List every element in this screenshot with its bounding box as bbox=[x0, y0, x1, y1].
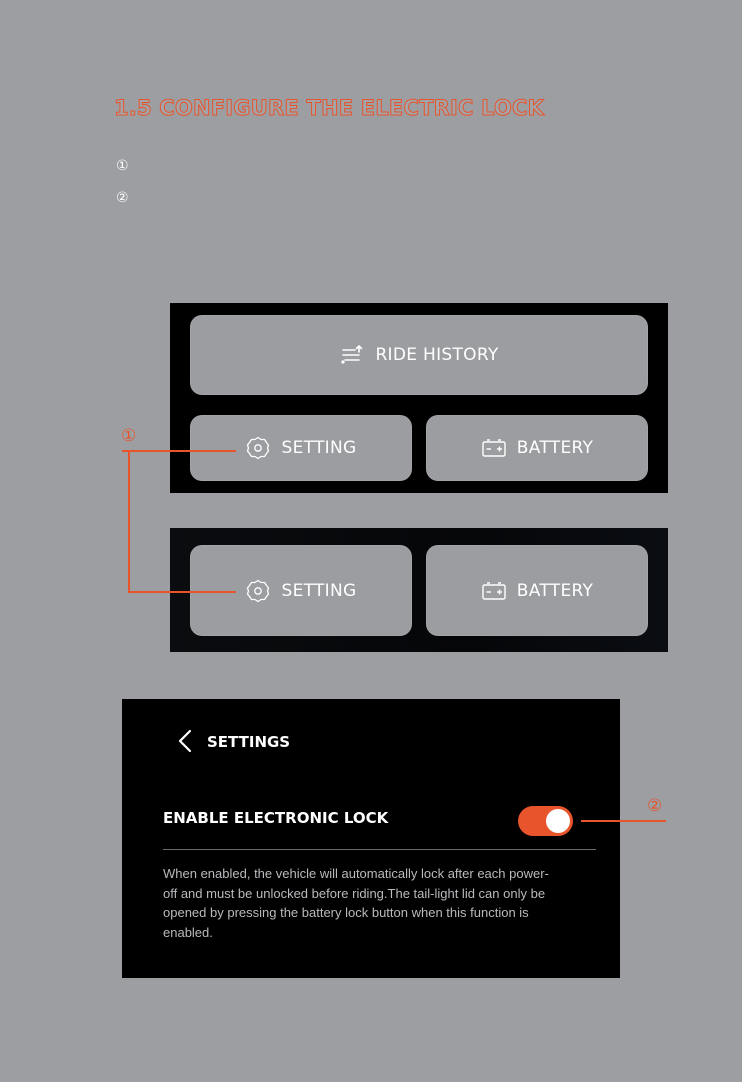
menu-panel-bottom bbox=[170, 528, 668, 652]
battery-button[interactable] bbox=[426, 545, 648, 636]
battery-label: BATTERY bbox=[516, 580, 594, 601]
settings-gear-icon bbox=[245, 435, 271, 461]
ride-history-label: RIDE HISTORY bbox=[375, 345, 499, 365]
section-heading: 1.5 CONFIGURE THE ELECTRIC LOCK bbox=[114, 96, 545, 120]
setting-label: SETTING bbox=[281, 580, 357, 601]
battery-icon bbox=[481, 578, 507, 604]
callout-line-1-bottom bbox=[128, 591, 236, 593]
back-chevron-icon[interactable] bbox=[177, 729, 193, 753]
electronic-lock-toggle[interactable] bbox=[518, 806, 573, 836]
menu-panel-top bbox=[170, 303, 668, 493]
battery-label: BATTERY bbox=[516, 438, 594, 458]
setting-button[interactable] bbox=[190, 415, 412, 481]
electronic-lock-label: ENABLE ELECTRONIC LOCK bbox=[163, 809, 389, 827]
ride-history-button[interactable] bbox=[190, 315, 648, 395]
callout-line-2 bbox=[581, 820, 666, 822]
step-marker-1: ① bbox=[116, 157, 129, 173]
electronic-lock-description: When enabled, the vehicle will automatically lock after each power-off and must be unlocked before riding.The tail-light lid can only be opened by pressing the battery lock button when this function is enabled. bbox=[163, 866, 549, 940]
route-icon bbox=[339, 342, 365, 368]
setting-label: SETTING bbox=[281, 438, 357, 458]
divider bbox=[163, 849, 596, 850]
battery-button[interactable] bbox=[426, 415, 648, 481]
battery-icon bbox=[481, 435, 507, 461]
callout-number-2: ② bbox=[647, 796, 663, 815]
callout-line-1-top bbox=[122, 450, 236, 452]
step-marker-2: ② bbox=[116, 189, 129, 205]
callout-number-1: ① bbox=[121, 426, 137, 445]
settings-gear-icon bbox=[245, 578, 271, 604]
toggle-knob bbox=[546, 809, 570, 833]
callout-line-1-vertical bbox=[128, 450, 130, 593]
settings-title: SETTINGS bbox=[207, 733, 291, 751]
